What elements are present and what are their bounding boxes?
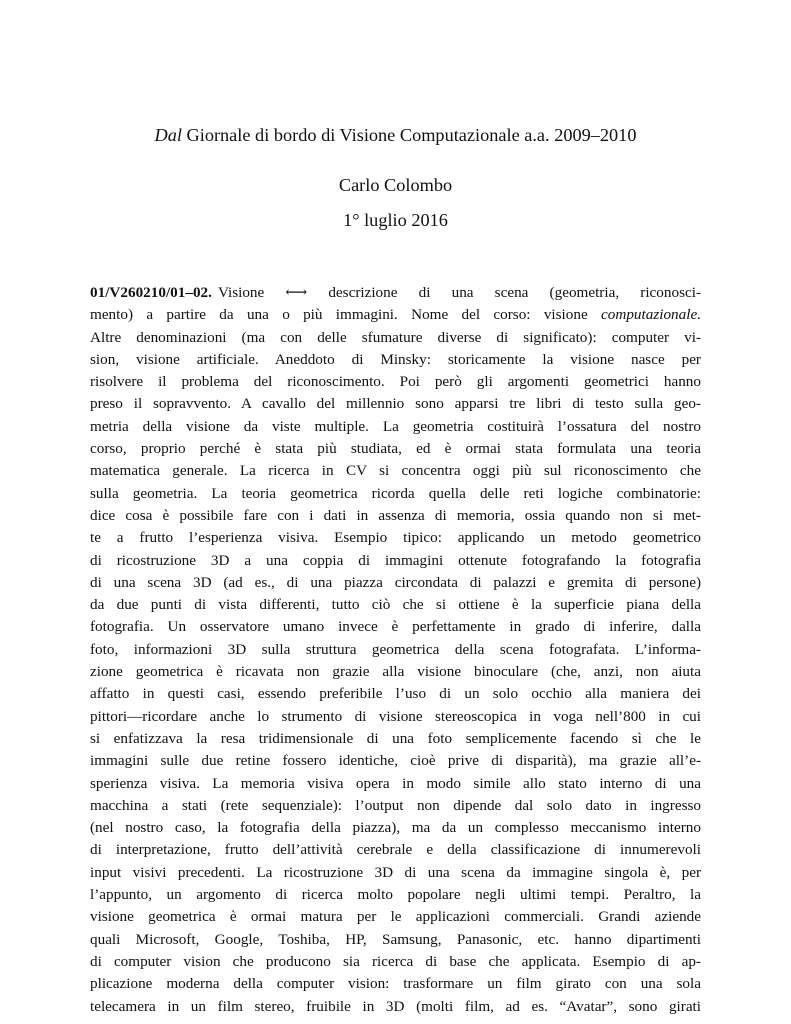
body-line: quali Microsoft, Google, Toshiba, HP, Samsung, Panasonic, etc. hanno dipartimenti (90, 930, 701, 948)
body-line: preso il sopravvento. A cavallo del millennio sono apparsi tre libri di testo sulla geo- (90, 395, 701, 413)
body-line: si enfatizzava la resa tridimensionale di una foto semplicemente facendo sì che le (90, 729, 701, 747)
body-line: affatto in questi casi, essendo preferibile l’uso di un solo occhio alla maniera dei (90, 685, 701, 703)
body-line: risolvere il problema del riconoscimento. Poi però gli argomenti geometrici hanno (90, 373, 701, 391)
title-text: Giornale di bordo di Visione Computazionale a.a. 2009–2010 (186, 125, 637, 145)
body-line: l’appunto, un argomento di ricerca molto popolare negli ultimi tempi. Peraltro, la (90, 886, 701, 904)
body-line: pittori—ricordare anche lo strumento di visione stereoscopica in voga nell’800 in cui (90, 707, 701, 725)
body-line: metria della visione da viste multiple. La geometria costituirà l’ossatura del nostro (90, 417, 701, 435)
body-line: sperienza visiva. La memoria visiva opera in modo simile allo stato interno di una (90, 774, 701, 792)
body-line: di interpretazione, frutto dell’attività cerebrale e della classificazione di innumerevoli (90, 841, 701, 859)
author-name: Carlo Colombo (338, 175, 453, 195)
body-line: matematica generale. La ricerca in CV si concentra oggi più sul riconoscimento che (90, 462, 701, 480)
emphasized-word: computazionale. (601, 306, 701, 324)
body-line: di ricostruzione 3D a una coppia di immagini ottenute fotografando la fotografia (90, 551, 701, 569)
body-line: zione geometrica è ricavata non grazie alla visione binoculare (che, anzi, non aiuta (90, 663, 701, 681)
body-line: immagini sulle due retine fossero identiche, cioè prive di disparità), ma grazie all’e- (90, 752, 701, 770)
body-line: mento) a partire da una o più immagini. Nome del corso: visione computazionale. (90, 306, 701, 324)
body-line: visione geometrica è ormai matura per le applicazioni commerciali. Grandi aziende (90, 908, 701, 926)
entry-text: Visione ⟷ descrizione di una scena (geometria, riconosci- (217, 284, 701, 301)
body-line (90, 282, 701, 304)
body-line: macchina a stati (rete sequenziale): l’output non dipende dal solo dato in ingresso (90, 796, 701, 814)
body-line: plicazione moderna della computer vision: trasformare un film girato con una sola (90, 975, 701, 993)
entry-id: 01/V260210/01–02. (90, 284, 212, 301)
body-line: fotografia. Un osservatore umano invece è perfettamente in grado di inferire, dalla (90, 618, 701, 636)
body-line: da due punti di vista differenti, tutto ciò che si ottiene è la superficie piana della (90, 596, 701, 614)
title-italic-word: Dal (154, 125, 182, 145)
entry-body (90, 282, 701, 1018)
body-line: input visivi precedenti. La ricostruzione 3D di una scena da immagine singola è, per (90, 863, 701, 881)
document-date: 1° luglio 2016 (343, 210, 448, 230)
body-line: dice cosa è possibile fare con i dati in assenza di memoria, ossia quando non si met- (90, 506, 701, 524)
body-line: foto, informazioni 3D sulla struttura geometrica della scena fotografata. L’informa- (90, 640, 701, 658)
body-line: (nel nostro caso, la fotografia della piazza), ma da un complesso meccanismo interno (90, 819, 701, 837)
body-lines (90, 304, 701, 1018)
body-line: sion, visione artificiale. Aneddoto di Minsky: storicamente la visione nasce per (90, 350, 701, 368)
document-title (0, 125, 791, 146)
body-line: corso, proprio perché è stata più studiata, ed è ormai stata formulata una teoria (90, 440, 701, 458)
body-line: di una scena 3D (ad es., di una piazza circondata di palazzi e gremita di persone) (90, 573, 701, 591)
body-line: telecamera in un film stereo, fruibile in 3D (molti film, ad es. “Avatar”, sono girati (90, 997, 701, 1015)
body-line: sulla geometria. La teoria geometrica ricorda quella delle reti logiche combinatorie: (90, 484, 701, 502)
body-line: Altre denominazioni (ma con delle sfumature diverse di significato): computer vi- (90, 328, 701, 346)
body-line: te a frutto l’esperienza visiva. Esempio tipico: applicando un metodo geometrico (90, 529, 701, 547)
body-line: di computer vision che producono sia ricerca di base che applicata. Esempio di ap- (90, 952, 701, 970)
